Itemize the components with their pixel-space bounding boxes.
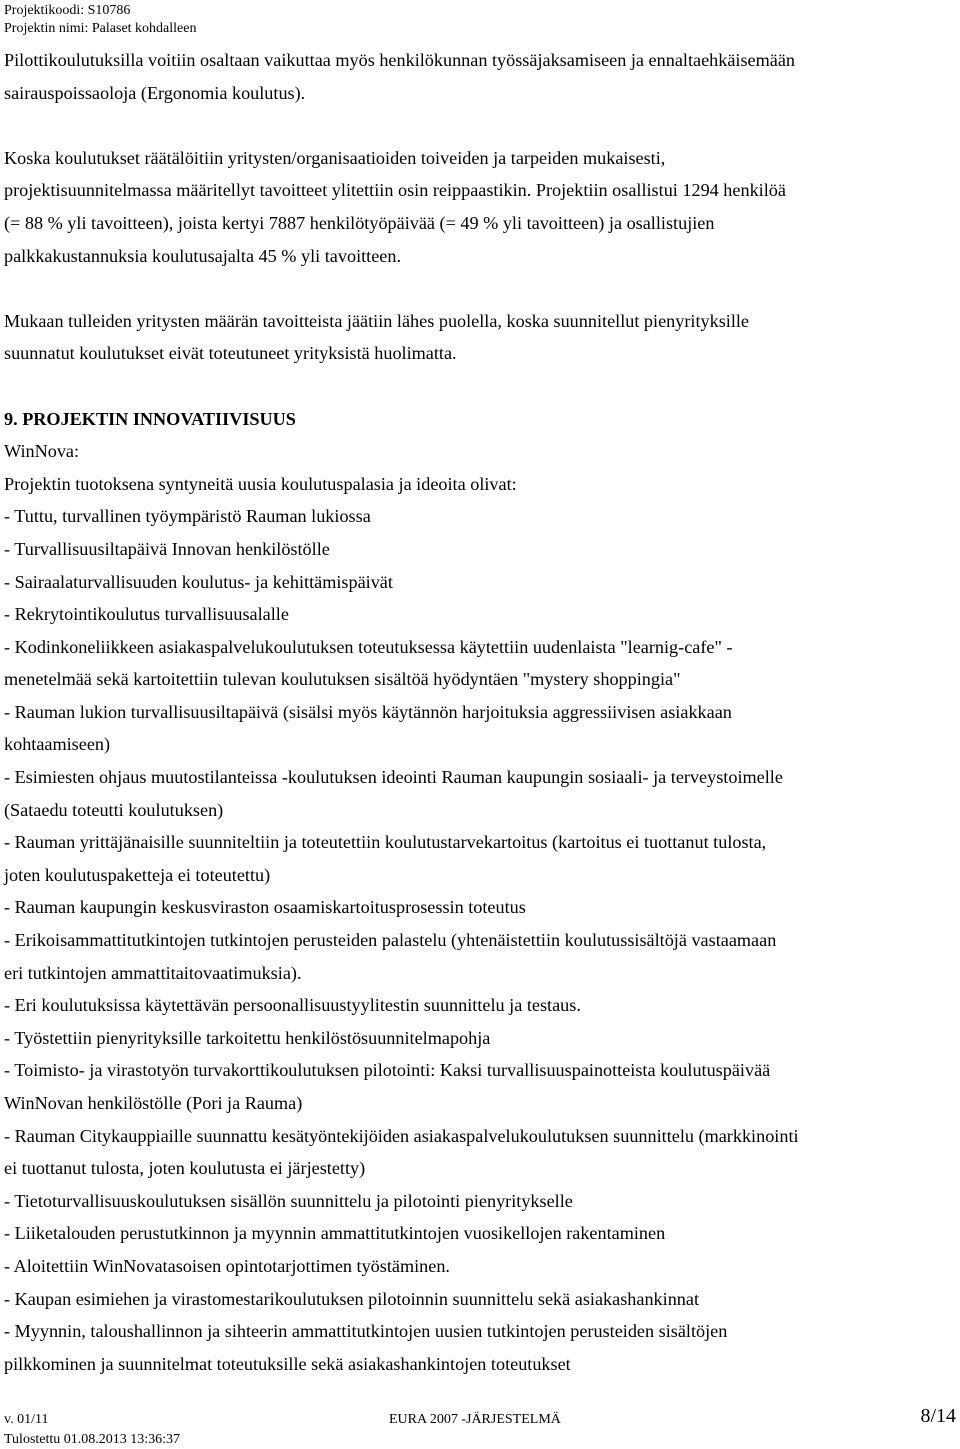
- system-label: EURA 2007 -JÄRJESTELMÄ: [389, 1412, 561, 1427]
- text-line: projektisuunnitelmassa määritellyt tavoitteet ylitettiin osin reippaastikin. Projektiin osallistui 1294 henkilöä: [4, 180, 786, 201]
- list-line: - Esimiesten ohjaus muutostilanteissa -koulutuksen ideointi Rauman kaupungin sosiaali- ja terveystoimelle: [4, 767, 783, 788]
- page-header: [4, 2, 196, 38]
- text-line: Mukaan tulleiden yritysten määrän tavoitteista jäätiin lähes puolella, koska suunnitellut pienyrityksille: [4, 310, 750, 331]
- document-body: [4, 44, 958, 1380]
- version-label: v. 01/11: [4, 1412, 49, 1427]
- text-line: sairauspoissaoloja (Ergonomia koulutus).: [4, 82, 306, 103]
- list-line: - Rekrytointikoulutus turvallisuusalalle: [4, 604, 289, 625]
- list-line: - Kaupan esimiehen ja virastomestarikoulutuksen pilotoinnin suunnittelu sekä asiakashankinnat: [4, 1288, 700, 1309]
- list-line: - Työstettiin pienyrityksille tarkoitettu henkilöstösuunnitelmapohja: [4, 1027, 491, 1048]
- list-line: - Erikoisammattitutkintojen tutkintojen perusteiden palastelu (yhtenäistettiin koulutussisältöjä vastaamaan: [4, 930, 777, 951]
- text-line: Pilottikoulutuksilla voitiin osaltaan vaikuttaa myös henkilökunnan työssäjaksamiseen ja ennaltaehkäisemään: [4, 50, 795, 70]
- text-line: Koska koulutukset räätälöitiin yritysten/organisaatioiden toiveiden ja tarpeiden mukaisesti,: [4, 147, 666, 168]
- page-number: 8/14: [920, 1405, 956, 1427]
- paragraph-goals-exceeded: [4, 142, 958, 272]
- list-line: - Turvallisuusiltapäivä Innovan henkilöstölle: [4, 538, 330, 559]
- list-line: - Rauman Citykauppiaille suunnattu kesätyöntekijöiden asiakaspalvelukoulutuksen suunnittelu (markkinointi: [4, 1125, 799, 1146]
- list-line: menetelmää sekä kartoitettiin tulevan koulutuksen sisältöä hyödyntäen "mystery shoppingia": [4, 669, 681, 690]
- list-line: - Sairaalaturvallisuuden koulutus- ja kehittämispäivät: [4, 571, 393, 592]
- text-line: palkkakustannuksia koulutusajalta 45 % yli tavoitteen.: [4, 245, 402, 266]
- list-line: WinNovan henkilöstölle (Pori ja Rauma): [4, 1093, 303, 1113]
- list-line: - Eri koulutuksissa käytettävän persoonallisuustyylitestin suunnittelu ja testaus.: [4, 995, 581, 1016]
- list-line: Projektin tuotoksena syntyneitä uusia koulutuspalasia ja ideoita olivat:: [4, 473, 517, 494]
- list-line: ei tuottanut tulosta, joten koulutusta ei järjestetty): [4, 1158, 366, 1179]
- list-line: kohtaamiseen): [4, 734, 111, 755]
- text-line: (= 88 % yli tavoitteen), joista kertyi 7887 henkilötyöpäivää (= 49 % yli tavoitteen) ja osallistujien: [4, 212, 715, 233]
- list-line: WinNova:: [4, 441, 80, 462]
- list-line: - Aloitettiin WinNovatasoisen opintotarjottimen työstäminen.: [4, 1255, 450, 1276]
- paragraph-companies: [4, 305, 958, 370]
- text-line: suunnatut koulutukset eivät toteutuneet yrityksistä huolimatta.: [4, 343, 457, 364]
- list-line: - Myynnin, taloushallinnon ja sihteerin ammattitutkintojen uusien tutkintojen perusteiden sisältöjen: [4, 1321, 728, 1342]
- list-line: - Tuttu, turvallinen työympäristö Rauman lukiossa: [4, 506, 371, 527]
- list-line: pilkkominen ja suunnitelmat toteutuksille sekä asiakashankintojen toteutukset: [4, 1353, 571, 1374]
- project-name: Projektin nimi: Palaset kohdalleen: [4, 21, 197, 36]
- list-line: (Sataedu toteutti koulutuksen): [4, 799, 224, 820]
- project-code: Projektikoodi: S10786: [4, 3, 131, 18]
- list-line: - Kodinkoneliikkeen asiakaspalvelukoulutuksen toteutuksessa käytettiin uudenlaista "learnig-cafe" -: [4, 636, 733, 657]
- list-line: joten koulutuspaketteja ei toteutettu): [4, 864, 271, 885]
- list-line: - Rauman yrittäjänaisille suunniteltiin ja toteutettiin koulutustarvekartoitus (kartoitus ei tuottanut tulosta,: [4, 832, 767, 853]
- list-line: - Tietoturvallisuuskoulutuksen sisällön suunnittelu ja pilotointi pienyritykselle: [4, 1190, 573, 1211]
- paragraph-pilot-training: [4, 44, 958, 109]
- list-line: eri tutkintojen ammattitaitovaatimuksia).: [4, 962, 302, 983]
- list-line: - Rauman kaupungin keskusviraston osaamiskartoitusprosessin toteutus: [4, 897, 526, 918]
- list-line: - Toimisto- ja virastotyön turvakorttikoulutuksen pilotointi: Kaksi turvallisuuspainotteista koulutuspäivää: [4, 1060, 771, 1081]
- section-heading: 9. PROJEKTIN INNOVATIIVISUUS: [4, 408, 296, 429]
- list-line: - Rauman lukion turvallisuusiltapäivä (sisälsi myös käytännön harjoituksia aggressiivisen asiakkaan: [4, 701, 732, 722]
- list-line: - Liiketalouden perustutkinnon ja myynnin ammattitutkintojen vuosikellojen rakentaminen: [4, 1223, 666, 1244]
- printed-timestamp: Tulostettu 01.08.2013 13:36:37: [4, 1432, 181, 1447]
- innovation-list: [4, 435, 958, 1380]
